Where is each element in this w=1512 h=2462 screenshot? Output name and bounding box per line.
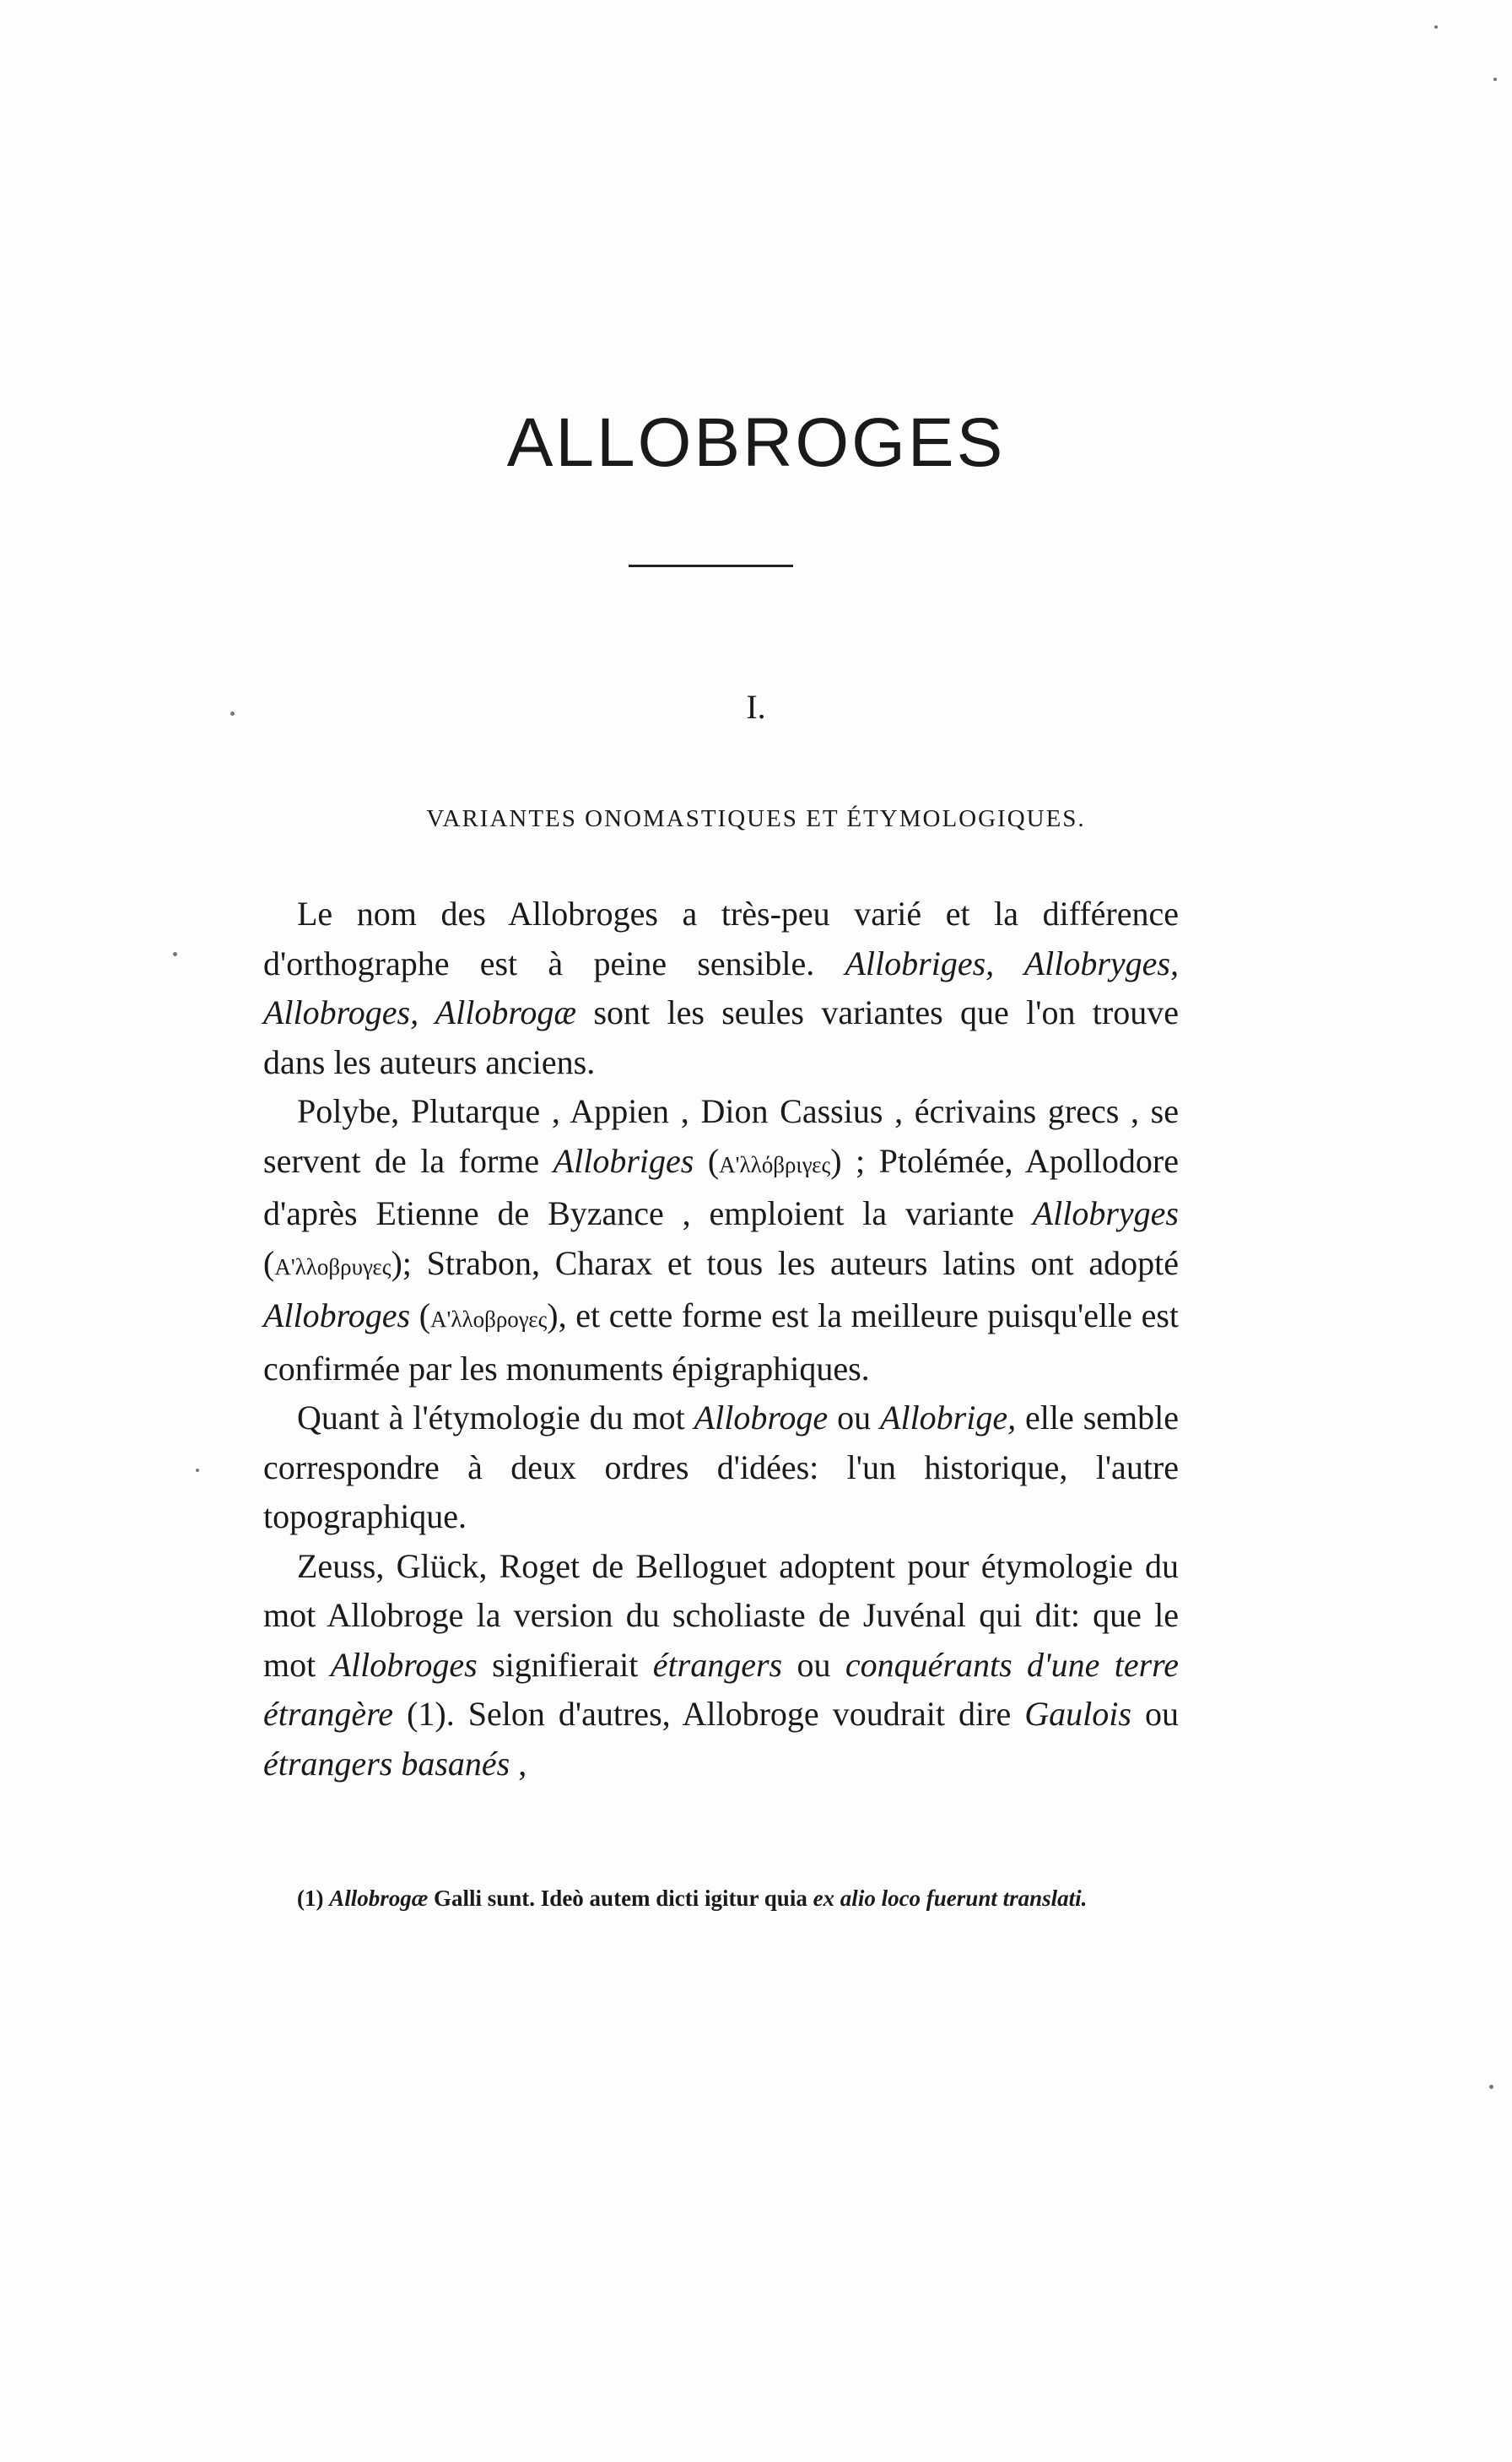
- scan-speck: [230, 712, 235, 716]
- italic-run: Allobrogæ: [329, 1886, 429, 1911]
- text-run: ); Strabon, Charax et tous les auteurs latins ont adopté: [391, 1243, 1179, 1282]
- section-title: VARIANTES ONOMASTIQUES ET ÉTYMOLOGIQUES.: [426, 805, 1086, 832]
- text-run: elle semble correspondre à deux ordres d'idées: l'un historique, l'autre topographique.: [263, 1399, 1179, 1535]
- text-run: Le nom des Allobroges a très-peu varié et la différence d'orthographe est à peine sensible.: [263, 895, 1179, 982]
- text-run: sont les seules variantes que l'on trouve dans les auteurs anciens.: [263, 993, 1179, 1081]
- italic-run: Gaulois: [1024, 1695, 1131, 1733]
- body-text: [263, 890, 1179, 1788]
- italic-run: étrangers: [652, 1645, 783, 1684]
- text-run: signifierait: [477, 1645, 653, 1684]
- text-run: Galli sunt. Ideò autem dicti igitur quia: [428, 1886, 813, 1911]
- paragraph: [263, 1393, 1179, 1542]
- page-title: ALLOBROGES: [506, 404, 1006, 481]
- greek-run: Α'λλόβριγες: [719, 1151, 831, 1177]
- greek-run: Α'λλοβρογες: [430, 1307, 548, 1332]
- footnote: [263, 1880, 1179, 1917]
- text-run: ou: [1131, 1695, 1180, 1733]
- footnotes: [263, 1880, 1179, 1917]
- text-run: Quant à l'étymologie du mot: [297, 1399, 694, 1437]
- italic-run: Allobrige,: [880, 1399, 1017, 1437]
- paragraph: [263, 1542, 1179, 1789]
- paragraph: [263, 1087, 1179, 1393]
- text-run: (1). Selon d'autres, Allobroge voudrait dire: [393, 1695, 1025, 1733]
- scan-speck: [1434, 25, 1438, 29]
- greek-run: Α'λλοβρυγες: [274, 1253, 392, 1280]
- section-number: I.: [746, 688, 766, 726]
- text-run: ,: [510, 1744, 527, 1783]
- paragraph: [263, 890, 1179, 1087]
- italic-run: conquérants d'une terre étrangère: [263, 1645, 1180, 1733]
- text-run: (: [410, 1296, 431, 1334]
- scan-speck: [173, 952, 177, 956]
- text-run: (: [263, 1243, 275, 1282]
- scan-speck: [1489, 2085, 1493, 2089]
- text-run: Polybe, Plutarque , Appien , Dion Cassius , écrivains grecs , se servent de la forme: [263, 1092, 1179, 1180]
- italic-run: ex alio loco fuerunt translati.: [813, 1886, 1088, 1911]
- text-run: (1): [297, 1886, 330, 1911]
- italic-run: Allobryges: [1032, 1194, 1179, 1232]
- scan-speck: [196, 1469, 199, 1472]
- title-rule: [629, 565, 793, 567]
- italic-run: Allobroges: [330, 1645, 478, 1684]
- italic-run: Allobroges: [263, 1296, 411, 1334]
- text-run: Zeuss, Glück, Roget de Belloguet adoptent pour étymologie du mot Allobroge la version du scholiaste de Juvénal qui dit: que le mot: [263, 1546, 1179, 1684]
- text-run: ou: [828, 1399, 881, 1437]
- italic-run: Allobriges: [553, 1141, 694, 1180]
- scan-speck: [1493, 78, 1497, 81]
- italic-run: étrangers basanés: [263, 1744, 510, 1783]
- text-run: ) ; Ptolémée, Apollodore d'après Etienne de Byzance , emploient la variante: [263, 1141, 1179, 1232]
- italic-run: Allobriges, Allobryges, Allobroges, Allobrogæ: [263, 944, 1179, 1031]
- text-run: (: [694, 1141, 720, 1180]
- text-run: ou: [782, 1645, 845, 1684]
- italic-run: Allobroge: [694, 1399, 829, 1437]
- text-run: ), et cette forme est la meilleure puisqu'elle est confirmée par les monuments épigraphiques.: [263, 1296, 1179, 1388]
